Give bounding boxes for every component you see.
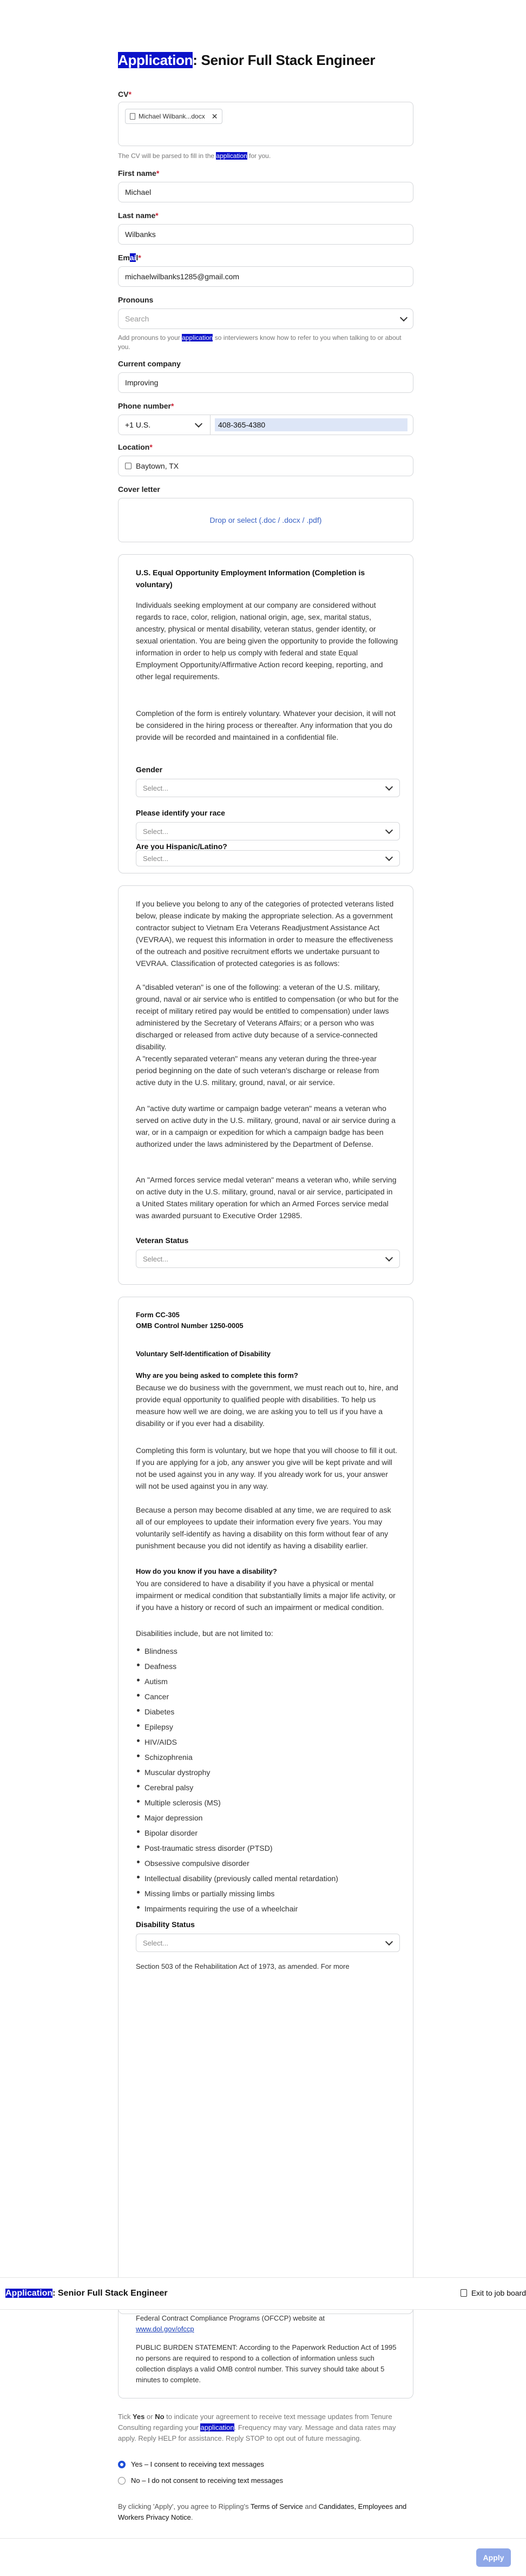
document-icon [130, 113, 135, 120]
form-number: Form CC-305 [136, 1311, 180, 1319]
ofccp-line: Federal Contract Compliance Programs (OFCCP) website at [136, 2314, 325, 2322]
pronouns-label: Pronouns [118, 295, 154, 304]
disability-list-item: Post-traumatic stress disorder (PTSD) [136, 1841, 399, 1856]
disability-list-item: Bipolar disorder [136, 1825, 399, 1841]
veteran-status-label: Veteran Status [136, 1236, 189, 1245]
first-name-input[interactable]: Michael [118, 182, 413, 202]
cv-file-chip [125, 109, 222, 124]
disability-list-item: Major depression [136, 1810, 399, 1825]
voluntary-paragraph: Completing this form is voluntary, but we hope that you will choose to fill it out. If you are applying for a job, any answer you give will be kept private and will not be used against you in any way. If you already work for us, your answer will not be used against you in any way. [136, 1446, 397, 1490]
phone-field [118, 415, 413, 435]
eeo-paragraph-1: Individuals seeking employment at our company are considered without regards to race, color, religion, national origin, age, sex, marital status, ancestry, physical or mental disability, veteran status, gender identity, or sexual orientation. You are being given the opportunity to provide the following information in order to help us comply with federal and state Equal Employment Opportunity/Affirmative Action record keeping, reporting, and other legal requirements. [136, 601, 398, 681]
disability-status-select[interactable]: Select... [136, 1934, 400, 1952]
disability-list-item: Impairments requiring the use of a wheelchair [136, 1901, 399, 1916]
race-label: Please identify your race [136, 809, 225, 817]
ofccp-link[interactable]: www.dol.gov/ofccp [136, 2325, 194, 2333]
veteran-status-select[interactable]: Select... [136, 1250, 400, 1268]
hispanic-label: Are you Hispanic/Latino? [136, 842, 227, 851]
company-label: Current company [118, 359, 181, 368]
disability-list-item: Multiple sclerosis (MS) [136, 1795, 399, 1810]
first-name-label: First name* [118, 169, 160, 178]
cover-letter-label: Cover letter [118, 485, 160, 494]
chevron-down-icon [385, 783, 393, 791]
how-heading: How do you know if you have a disability? [136, 1567, 277, 1575]
page-title: Application: Senior Full Stack Engineer [118, 52, 376, 68]
chevron-down-icon [385, 1938, 393, 1946]
exit-icon [461, 2289, 467, 2297]
disability-list-item: Intellectual disability (previously called mental retardation) [136, 1871, 399, 1886]
checkbox-icon [125, 463, 132, 469]
cv-file-name: Michael Wilbank...docx [139, 113, 205, 120]
veteran-paragraph-1: If you believe you belong to any of the categories of protected veterans listed below, please indicate by making the appropriate selection. As a government contractor subject to Vietnam Era Veterans Readjustment Assistance Act (VEVRAA), we request this information in order to measure the effectiveness of the outreach and positive recruitment efforts we undertake pursuant to VEVRAA. Classification of protected categories is as follows: [136, 899, 394, 968]
sticky-title-bar [0, 2277, 526, 2310]
disability-list-item: Cerebral palsy [136, 1780, 399, 1795]
disability-list-item: Missing limbs or partially missing limbs [136, 1886, 399, 1901]
last-name-label: Last name* [118, 211, 159, 220]
hispanic-select[interactable]: Select... [136, 850, 400, 866]
country-code-select[interactable]: +1 U.S. [119, 415, 211, 435]
email-input[interactable]: michaelwilbanks1285@gmail.com [118, 266, 413, 287]
pronouns-help-text: Add pronouns to your application so interviewers know how to refer to you when talking to or about you. [118, 334, 402, 351]
eeo-heading: U.S. Equal Opportunity Employment Information (Completion is voluntary) [136, 568, 365, 589]
disability-section [118, 1297, 413, 2314]
eeo-paragraph-2: Completion of the form is entirely voluntary. Whatever your decision, it will not be considered in the hiring process or thereafter. Any information that you do provide will be recorded and maintained in a confidential file. [136, 709, 396, 741]
exit-to-job-board-button[interactable]: Exit to job board [461, 2289, 526, 2297]
cv-help-text: The CV will be parsed to fill in the application for you. [118, 152, 271, 160]
disability-list-item: Muscular dystrophy [136, 1765, 399, 1780]
sms-no-option[interactable]: No – I do not consent to receiving text messages [118, 2476, 283, 2485]
veteran-paragraph-2: A "disabled veteran" is one of the following: a veteran of the U.S. military, ground, naval or air service who is entitled to compensation (or who but for the receipt of military retired pay would be entitled to compensation) under laws administered by the Secretary of Veterans Affairs; or a person who was discharged or released from active duty because of a service-connected disability. [136, 983, 399, 1051]
disability-list-item: HIV/AIDS [136, 1734, 399, 1750]
disability-list-item: Epilepsy [136, 1719, 399, 1734]
veteran-paragraph-4: An "active duty wartime or campaign badge veteran" means a veteran who served on active duty in the U.S. military, ground, naval or air service during a war, or in a campaign or expedition for which a campaign badge has been authorized under the laws administered by the Department of Defense. [136, 1104, 396, 1148]
cv-label: CV* [118, 90, 132, 98]
remove-file-icon[interactable]: ✕ [211, 111, 218, 121]
chevron-down-icon [195, 420, 202, 428]
phone-label: Phone number* [118, 402, 174, 410]
pronouns-placeholder: Search [125, 314, 149, 323]
veteran-paragraph-5: An "Armed forces service medal veteran" means a veteran who, while serving on active duty in the U.S. military, ground, naval or air service, participated in a United States military operation for which an Armed Forces service medal was awarded pursuant to Executive Order 12985. [136, 1175, 397, 1220]
veteran-section [118, 885, 413, 1285]
apply-bar [0, 2538, 526, 2576]
location-input[interactable]: Baytown, TX [118, 456, 413, 476]
phone-input[interactable]: 408-365-4380 [215, 418, 407, 431]
email-label: Email* [118, 253, 141, 262]
disability-list-item: Blindness [136, 1644, 399, 1659]
chevron-down-icon [400, 314, 407, 321]
terms-text: By clicking 'Apply', you agree to Rippling's Terms of Service and Candidates, Employees and Workers Privacy Notice. [118, 2502, 407, 2521]
apply-button[interactable]: Apply [476, 2548, 511, 2567]
radio-selected-icon [118, 2461, 126, 2468]
pronouns-select[interactable] [118, 308, 413, 329]
disability-list-item: Obsessive compulsive disorder [136, 1856, 399, 1871]
company-input[interactable]: Improving [118, 372, 413, 393]
location-label: Location* [118, 443, 153, 451]
chevron-down-icon [385, 853, 393, 861]
sms-consent-text: Tick Yes or No to indicate your agreement to receive text message updates from Tenure Consulting regarding your application. Frequency may vary. Message and data rates may apply. Reply HELP for assistance. Reply STOP to opt out of future messaging. [118, 2413, 396, 2442]
eeo-section [118, 554, 413, 873]
update-paragraph: Because a person may become disabled at any time, we are required to ask all of our employees to update their information every five years. You may voluntarily self-identify as having a disability on this form without fear of any punishment because you did not identify as having a disability earlier. [136, 1506, 391, 1550]
cover-letter-dropzone[interactable]: Drop or select (.doc / .docx / .pdf) [118, 498, 413, 542]
disability-heading: Voluntary Self-Identification of Disability [136, 1350, 271, 1358]
disability-list-item: Schizophrenia [136, 1750, 399, 1765]
gender-select[interactable]: Select... [136, 779, 400, 797]
radio-icon [118, 2477, 126, 2485]
disability-list-item: Diabetes [136, 1704, 399, 1719]
chevron-down-icon [385, 1254, 393, 1261]
omb-number: OMB Control Number 1250-0005 [136, 1322, 244, 1330]
disability-list-item: Deafness [136, 1659, 399, 1674]
disability-list [136, 1644, 399, 1916]
why-paragraph: Because we do business with the government, we must reach out to, hire, and provide equal opportunity to qualified people with disabilities. To help us measure how well we are doing, we are asking you to tell us if you have a disability or if you ever had a disability. [136, 1383, 398, 1428]
chevron-down-icon [385, 826, 393, 834]
sms-yes-option[interactable]: Yes – I consent to receiving text messages [118, 2460, 264, 2468]
privacy-link[interactable]: Candidates, Employees and Workers Privacy Notice [118, 2502, 407, 2521]
section-503-text: Section 503 of the Rehabilitation Act of 1973, as amended. For more [136, 1962, 350, 1970]
why-heading: Why are you being asked to complete this form? [136, 1371, 298, 1379]
terms-link[interactable]: Terms of Service [250, 2502, 303, 2511]
burden-statement: PUBLIC BURDEN STATEMENT: According to the Paperwork Reduction Act of 1995 no persons are required to respond to a collection of information unless such collection displays a valid OMB control number. This survey should take about 5 minutes to complete. [136, 2343, 397, 2384]
last-name-input[interactable]: Wilbanks [118, 224, 413, 245]
disability-list-item: Autism [136, 1674, 399, 1689]
disability-section-end [118, 2310, 413, 2398]
list-intro: Disabilities include, but are not limited to: [136, 1629, 273, 1638]
gender-label: Gender [136, 765, 163, 774]
disability-list-item: Cancer [136, 1689, 399, 1704]
cv-upload-area[interactable] [118, 102, 413, 146]
race-select[interactable]: Select... [136, 822, 400, 840]
sticky-title: Application: Senior Full Stack Engineer [5, 2289, 168, 2298]
disability-status-label: Disability Status [136, 1920, 195, 1929]
how-paragraph: You are considered to have a disability if you have a physical or mental impairment or medical condition that substantially limits a major life activity, or if you have a history or record of such an impairment or medical condition. [136, 1579, 396, 1612]
veteran-paragraph-3: A "recently separated veteran" means any veteran during the three-year period beginning on the date of such veteran's discharge or release from active duty in the U.S. military, ground, naval, or air service. [136, 1054, 379, 1087]
